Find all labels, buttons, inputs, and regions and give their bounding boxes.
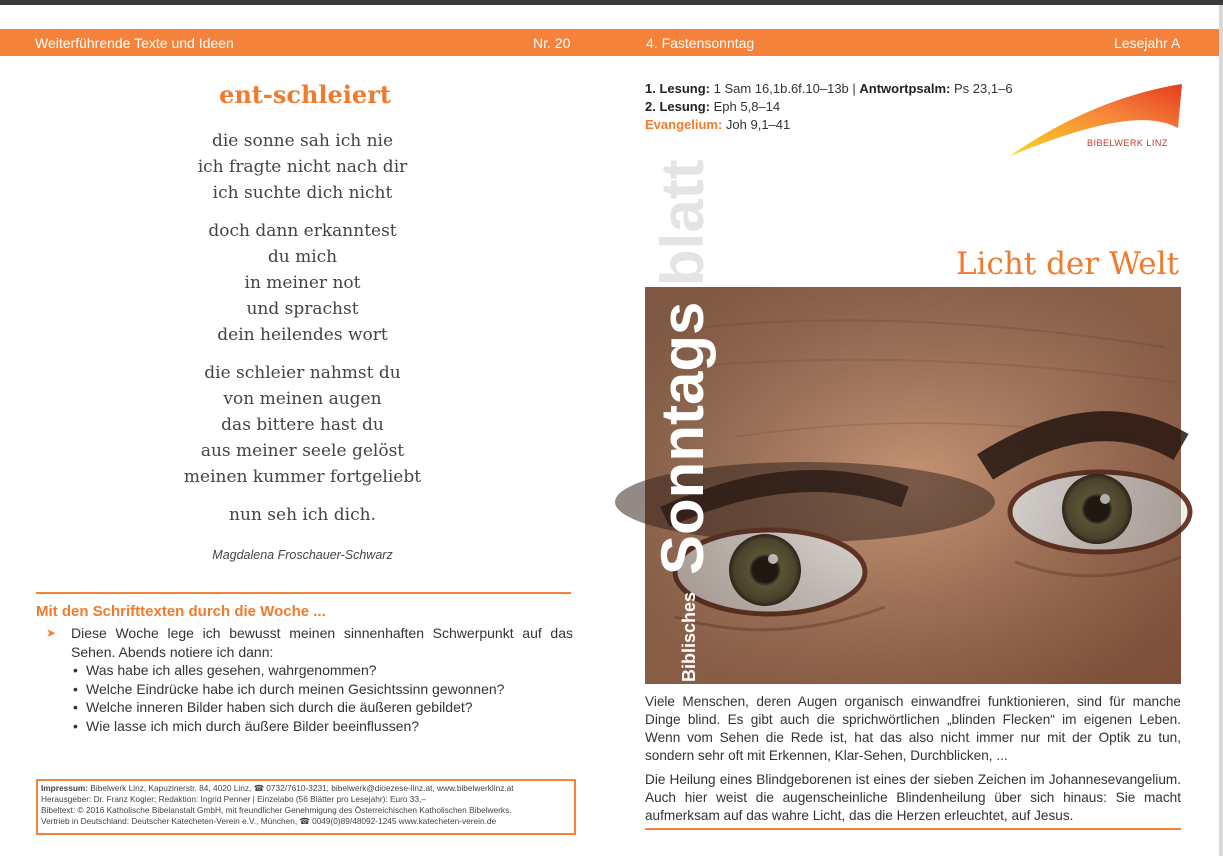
poem-stanza (0, 128, 605, 206)
question-item: • Welche Eindrücke habe ich durch meinen Gesichtssinn gewonnen? (71, 680, 573, 699)
week-section-body (71, 624, 573, 735)
vertical-title-big: Sonntags (649, 301, 716, 575)
poem-title: ent-schleiert (219, 80, 391, 109)
window-top-bar (0, 0, 1223, 5)
reading1-label: 1. Lesung: (645, 81, 711, 96)
poem-stanza (0, 502, 605, 528)
main-title: Licht der Welt (955, 246, 1179, 282)
week-intro: Diese Woche lege ich bewusst meinen sinnenhaften Schwerpunkt auf das Sehen. Abends notiere ich dann: (71, 625, 573, 660)
logo-text: BIBELWERK LINZ (1087, 138, 1168, 148)
poem-line: dein heilendes wort (217, 325, 388, 345)
psalm-label: Antwortpsalm: (859, 81, 951, 96)
poem-stanza (0, 218, 605, 348)
header-left-text: Weiterführende Texte und Ideen (35, 35, 234, 51)
gospel-ref: Joh 9,1–41 (722, 117, 791, 132)
sunday-name: 4. Fastensonntag (646, 35, 755, 51)
gospel-label: Evangelium: (645, 117, 723, 132)
poem (0, 128, 605, 540)
poem-line: nun seh ich dich. (229, 505, 376, 525)
bottom-divider (645, 828, 1181, 830)
poem-line: meinen kummer fortgeliebt (183, 467, 422, 487)
arrow-right-icon: ➤ (46, 626, 57, 640)
imprint-line-1: Bibelwerk Linz, Kapuzinerstr. 84, 4020 Linz, ☎ 0732/7610-3231; bibelwerk@dioezese-linz.at, www.bibelwerklinz.at (90, 783, 514, 793)
vertical-title-faded: blatt (649, 159, 716, 286)
section-divider (36, 592, 571, 594)
question-list (71, 661, 573, 735)
issue-number: Nr. 20 (533, 35, 571, 51)
poem-line: doch dann erkanntest (208, 221, 397, 241)
poem-line: von meinen augen (223, 389, 382, 409)
readings-block (645, 80, 1013, 134)
reading2-label: 2. Lesung: (645, 99, 711, 114)
poem-line: und sprachst (246, 299, 359, 319)
poem-line: du mich (267, 247, 338, 267)
poem-line: aus meiner seele gelöst (200, 441, 405, 461)
eyes-photo (645, 287, 1181, 684)
description-paragraph-1: Viele Menschen, deren Augen organisch einwandfrei funktionieren, sind für manche Dinge blind. Es gibt auch die sprichwörtlichen „blinden Flecken“ im eigenen Leben. Wenn vom Sehen die Rede ist, hat das also nicht immer nur mit der Optik zu tun, sondern sehr oft mit Erkennen, Klar-Sehen, Durchblicken, ... (645, 694, 1181, 763)
poem-line: ich fragte nicht nach dir (197, 157, 408, 177)
poem-line: in meiner not (244, 273, 361, 293)
poem-author: Magdalena Froschauer-Schwarz (212, 548, 393, 562)
imprint-line-3: Bibeltext: © 2016 Katholische Bibelanstalt GmbH, mit freundlicher Genehmigung des Österreichischen Katholischen Bibelwerks. (41, 805, 512, 815)
header-bar (0, 29, 1219, 56)
poem-line: die schleier nahmst du (204, 363, 401, 383)
description-paragraph-2: Die Heilung eines Blindgeborenen ist eines der sieben Zeichen im Johannesevangelium. Auch hier weist die augenscheinliche Blindenheilung über sich hinaus: Sie macht aufmerksam auf das wahre Licht, das die Herzen erleuchtet, auf Jesus. (645, 772, 1181, 823)
imprint-line-2: Herausgeber: Dr. Franz Kogler; Redaktion: Ingrid Penner | Einzelabo (56 Blätter pro Lesejahr): Euro 33,– (41, 794, 426, 804)
poem-line: ich suchte dich nicht (212, 183, 393, 203)
psalm-ref: Ps 23,1–6 (950, 81, 1013, 96)
reading1-ref: 1 Sam 16,1b.6f.10–13b | (710, 81, 860, 96)
poem-stanza (0, 360, 605, 490)
reading2-ref: Eph 5,8–14 (710, 99, 781, 114)
question-item: • Wie lasse ich mich durch äußere Bilder beeinflussen? (71, 717, 573, 736)
question-item: • Welche inneren Bilder haben sich durch die äußeren gebildet? (71, 698, 573, 717)
main-description (645, 693, 1181, 831)
imprint-line-4: Vertrieb in Deutschland: Deutscher Katecheten-Verein e.V., München, ☎ 0049(0)89/48092-1245 www.katecheten-verein.de (41, 816, 497, 826)
liturgical-year: Lesejahr A (1114, 35, 1181, 51)
vertical-title-small: Biblisches (679, 591, 699, 682)
imprint-box (36, 779, 576, 835)
sonntagsblatt-vertical-title (645, 130, 716, 683)
poem-line: das bittere hast du (221, 415, 384, 435)
poem-line: die sonne sah ich nie (211, 131, 394, 151)
question-item: • Was habe ich alles gesehen, wahrgenommen? (71, 661, 573, 680)
page-edge (1219, 5, 1223, 856)
week-section-title: Mit den Schrifttexten durch die Woche ... (36, 603, 326, 620)
imprint-label: Impressum: (41, 783, 89, 793)
